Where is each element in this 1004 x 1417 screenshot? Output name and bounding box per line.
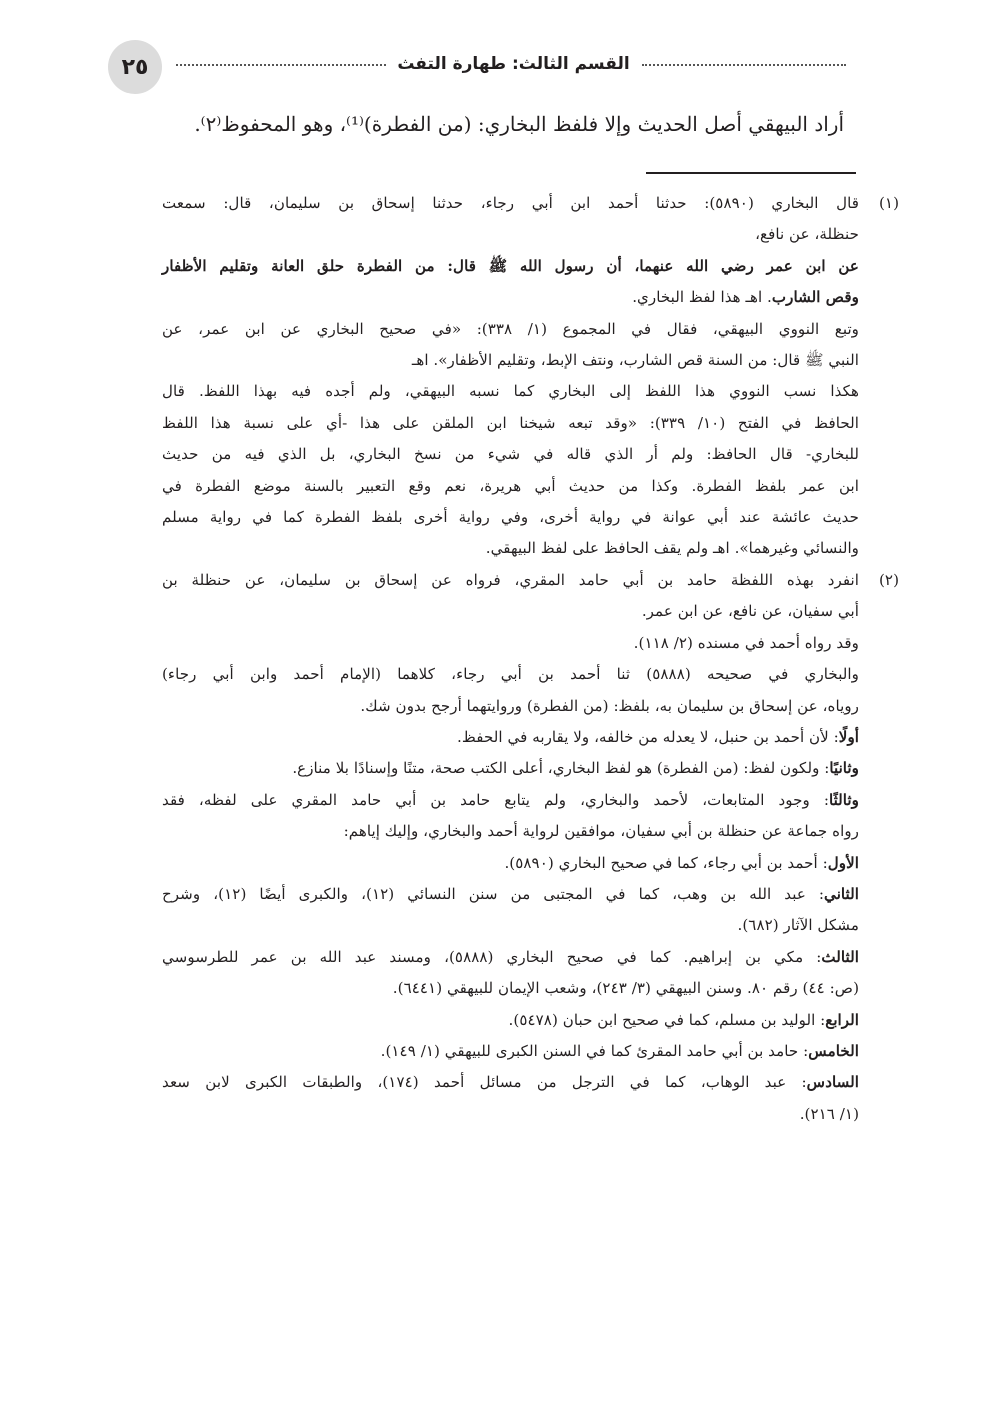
hadith-bold-text: وقص الشارب — [771, 288, 859, 307]
footnote-1-line: حنظلة، عن نافع، — [755, 225, 859, 244]
footnote-1-line: هكذا نسب النووي هذا اللفظ إلى البخاري كما نسبه البيهقي، ولم أجده فيه بهذا اللفظ. قال — [162, 382, 859, 401]
point-label: وثالثًا — [828, 790, 859, 809]
footnote-2-text: انفرد بهذه اللفظة حامد بن أبي حامد المقري، فرواه عن إسحاق بن سليمان، عن حنظلة بن — [162, 570, 859, 589]
footnotes — [162, 188, 899, 1130]
footnote-2-line: (ص: ٤٤) رقم ٨٠. وسنن البيهقي (٣/ ٢٤٣)، وشعب الإيمان للبيهقي (٦٤٤١). — [392, 979, 859, 998]
footnote-1-line: وتبع النووي البيهقي، فقال في المجموع (١/ ٣٣٨): «في صحيح البخاري عن ابن عمر، عن — [162, 319, 859, 338]
footnote-1-line: الحافظ في الفتح (١٠/ ٣٣٩): «وقد تبعه شيخنا ابن الملقن على هذا -أي على نسبة هذا اللفظ — [162, 413, 859, 432]
page-number: ٢٥ — [108, 40, 162, 94]
footnote-1-line — [162, 188, 899, 219]
footnote-2-line: (١/ ٢١٦). — [799, 1104, 859, 1123]
narrator-text: : عبد الوهاب، كما في الترجل من مسائل أحمد (١٧٤)، والطبقات الكبرى لابن سعد — [162, 1073, 807, 1092]
footnote-2-number: (٢) — [878, 570, 899, 589]
footnote-2-line: والبخاري في صحيحه (٥٨٨٨) ثنا أحمد بن أبي رجاء، كلاهما (الإمام أحمد وابن أبي رجاء) — [162, 665, 859, 684]
footnote-1-line: ابن عمر بلفظ الفطرة. وكذا من حديث أبي هريرة، نعم وقع التعبير بالسنة موضع الفطرة في — [162, 476, 859, 495]
footnote-1-line: حديث عائشة عند أبي عوانة في رواية أخرى، وفي رواية أخرى بلفظ الفطرة كما في رواية مسلم — [162, 508, 859, 527]
point-text: : ولكون لفظ: (من الفطرة) هو لفظ البخاري، أعلى الكتب صحة، متنًا وإسنادًا بلا منازع. — [292, 759, 830, 778]
footnote-2-line — [162, 1036, 859, 1067]
footnote-2-line — [162, 942, 859, 973]
narrator-label: الأول — [827, 853, 859, 872]
footnote-2-line — [162, 565, 899, 596]
footnote-separator — [646, 172, 856, 174]
narrator-text: : مكي بن إبراهيم. كما في صحيح البخاري (٥٨٨٨)، ومسند عبد الله بن عمر للطرسوسي — [162, 947, 822, 966]
narrator-text: : عبد الله بن وهب، كما في المجتبى من سنن النسائي (١٢)، والكبرى أيضًا (١٢)، وشرح — [162, 884, 825, 903]
narrator-text: : أحمد بن أبي رجاء، كما في صحيح البخاري (٥٨٩٠). — [504, 853, 828, 872]
narrator-text: : حامد بن أبي حامد المقرئ كما في السنن الكبرى للبيهقي (١/ ١٤٩). — [380, 1041, 809, 1060]
narrator-label: السادس — [806, 1073, 859, 1092]
footnote-1-line — [162, 282, 859, 313]
hadith-text — [162, 251, 859, 282]
footnote-2-line — [162, 848, 859, 879]
footnote-2-line: روياه، عن إسحاق بن سليمان به، بلفظ: (من الفطرة) وروايتهما أرجح بدون شك. — [360, 696, 859, 715]
hadith-bold-text: عن ابن عمر رضي الله عنهما، أن رسول الله ﷺ قال: من الفطرة حلق العانة وتقليم الأظفار — [162, 256, 859, 275]
running-header — [108, 40, 850, 98]
footnote-2-line — [162, 1005, 859, 1036]
footnote-1-line: والنسائي وغيرهما». اهـ ولم يقف الحافظ على لفظ البيهقي. — [485, 539, 859, 558]
footnote-2-line — [162, 879, 859, 910]
narrator-text: : الوليد بن مسلم، كما في صحيح ابن حبان (٥٤٧٨). — [508, 1010, 826, 1029]
narrator-label: الخامس — [808, 1041, 859, 1060]
footnote-1-line: للبخاري- قال الحافظ: ولم أر الذي قاله في شيء من نسخ البخاري، بل الذي فيه من حديث — [162, 445, 859, 464]
main-text: أراد البيهقي أصل الحديث وإلا فلفظ البخاري: (من الفطرة)⁽¹⁾، وهو المحفوظ⁽٢⁾. — [194, 112, 844, 136]
footnote-1-number: (١) — [878, 194, 899, 212]
footnote-2-line — [162, 722, 859, 753]
narrator-label: الرابع — [825, 1010, 859, 1029]
point-label: أولًا — [838, 727, 859, 746]
header-dotted-leader-right — [642, 64, 846, 66]
footnote-2-line: وقد رواه أحمد في مسنده (٢/ ١١٨). — [633, 633, 859, 652]
footnote-2-line: أبي سفيان، عن نافع، عن ابن عمر. — [641, 602, 859, 621]
narrator-label: الثالث — [821, 947, 859, 966]
narrator-label: الثاني — [824, 884, 859, 903]
footnote-2-line — [162, 753, 859, 784]
footnote-1-line: النبي ﷺ قال: من السنة قص الشارب، ونتف الإبط، وتقليم الأظفار». اهـ — [411, 351, 859, 370]
point-label: وثانيًا — [829, 759, 859, 778]
header-dotted-leader-left — [176, 64, 386, 66]
footnote-2-line — [162, 785, 859, 816]
footnote-2-line: رواه جماعة عن حنظلة بن أبي سفيان، موافقين لرواية أحمد والبخاري، وإليك إياهم: — [343, 822, 859, 841]
point-text: : لأن أحمد بن حنبل، لا يعدله من خالفه، ولا يقاربه في الحفظ. — [457, 727, 839, 746]
footnote-2-line — [162, 1067, 859, 1098]
footnote-2-line: مشكل الآثار (٦٨٢). — [737, 916, 859, 935]
header-title: القسم الثالث: طهارة التفث — [397, 54, 630, 74]
footnote-1-text: قال البخاري (٥٨٩٠): حدثنا أحمد ابن أبي رجاء، حدثنا إسحاق بن سليمان، قال: سمعت — [162, 194, 860, 212]
point-text: : وجود المتابعات، لأحمد والبخاري، ولم يتابع حامد بن أبي حامد المقري على لفظه، فقد — [162, 790, 829, 809]
footnote-1-text: . اهـ هذا لفظ البخاري. — [632, 288, 772, 307]
